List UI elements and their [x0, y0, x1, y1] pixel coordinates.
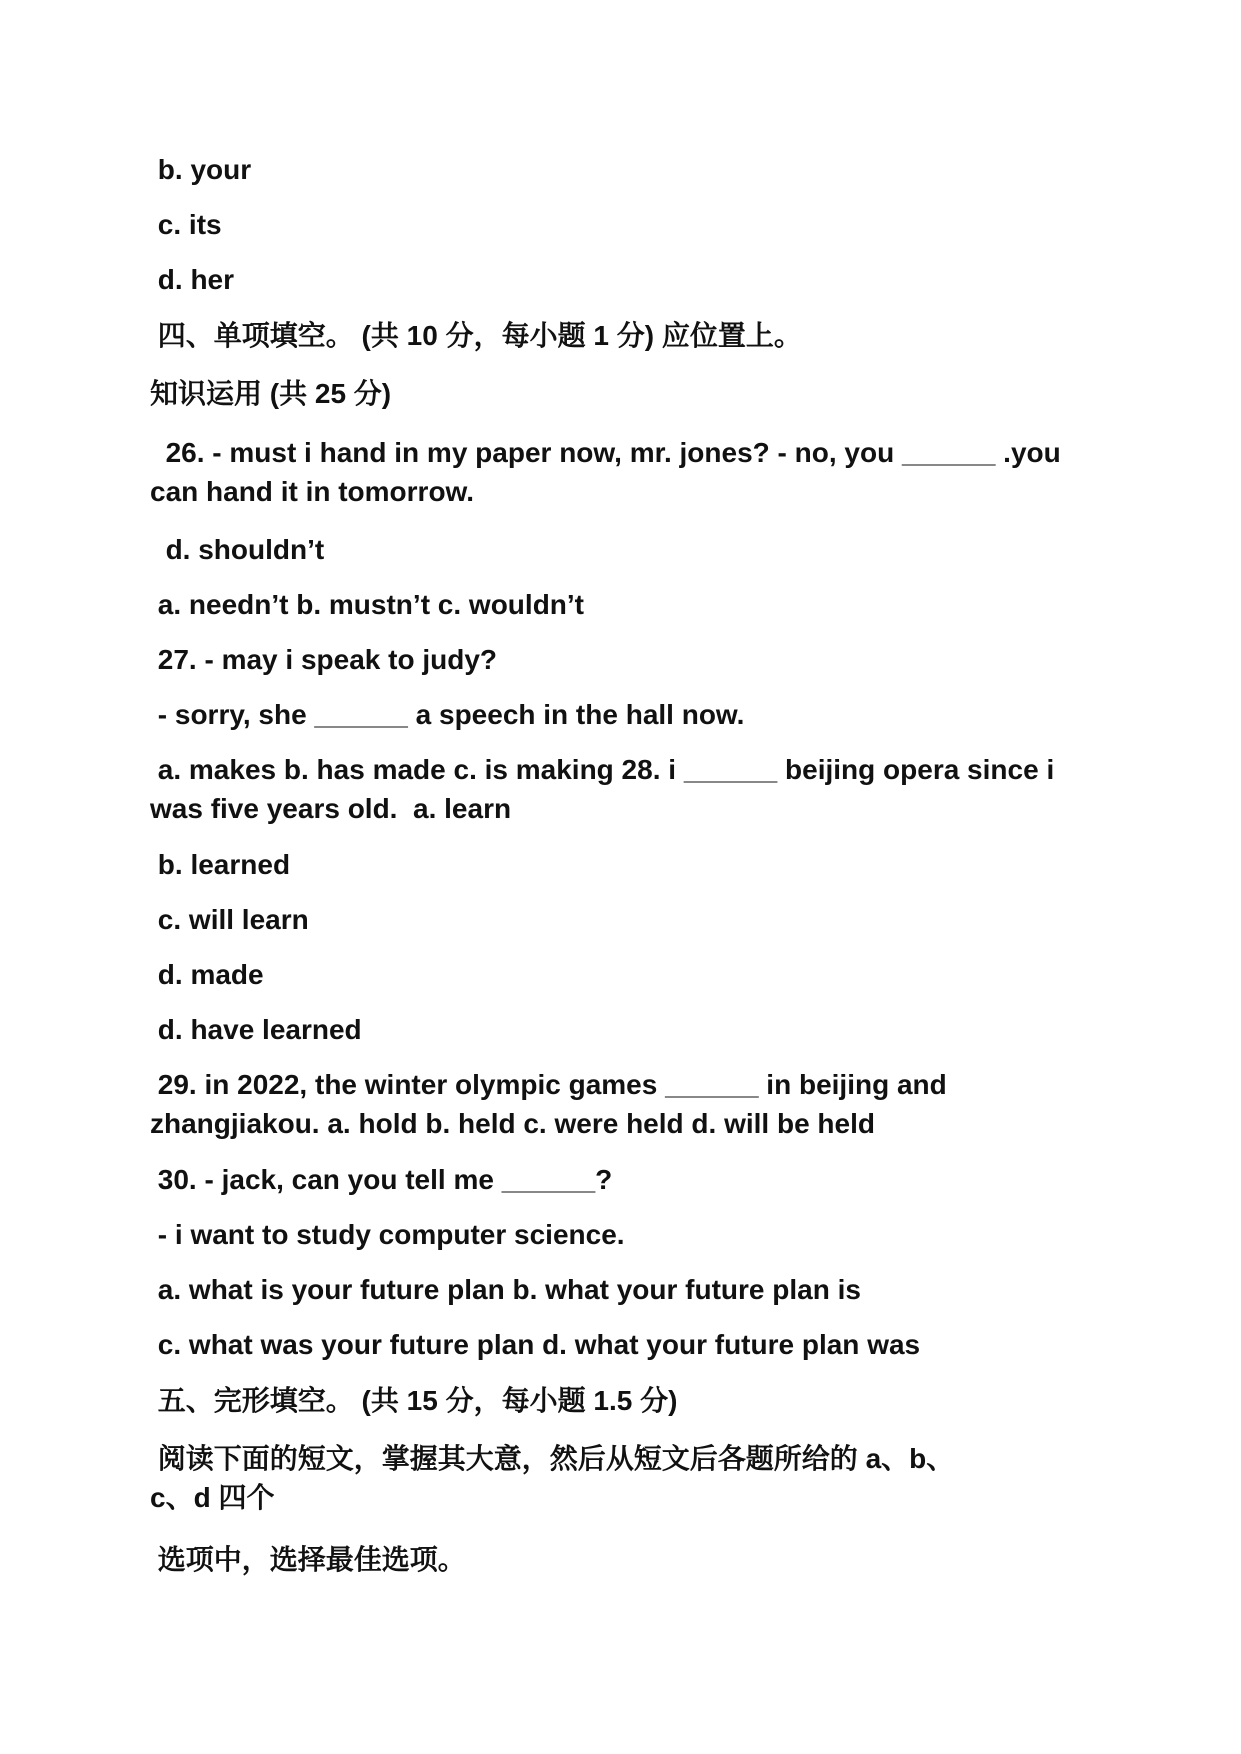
question-28-option-b: b. learned: [150, 849, 291, 880]
question-27-response: - sorry, she ______ a speech in the hall now.: [150, 699, 745, 730]
question-26-option-d: d. shouldn’t: [150, 534, 325, 565]
question-29: 29. in 2022, the winter olympic games ______ in beijing and zhangjiakou. a. hold b. held c. were held d. will be held: [150, 1069, 955, 1139]
question-28-option-d-learned: d. have learned: [150, 1014, 362, 1045]
question-30-response: - i want to study computer science.: [150, 1219, 625, 1250]
question-27-options-and-question-28: a. makes b. has made c. is making 28. i ______ beijing opera since i was five years old. a. learn: [150, 754, 1062, 824]
question-28-option-d-made: d. made: [150, 959, 264, 990]
question-26-options-abc: a. needn’t b. mustn’t c. wouldn’t: [150, 589, 585, 620]
section-four-heading: 四、单项填空。 (共 10 分，每小题 1 分) 应位置上。: [150, 320, 802, 351]
question-30: 30. - jack, can you tell me ______?: [150, 1164, 613, 1195]
option-c: c. its: [150, 209, 222, 240]
option-d: d. her: [150, 264, 235, 295]
question-28-option-c: c. will learn: [150, 904, 309, 935]
question-30-options-ab: a. what is your future plan b. what your future plan is: [150, 1274, 861, 1305]
option-b: b. your: [150, 154, 252, 185]
question-27: 27. - may i speak to judy?: [150, 644, 498, 675]
knowledge-application-heading: 知识运用 (共 25 分): [150, 378, 392, 409]
question-26: 26. - must i hand in my paper now, mr. jones? - no, you ______ .you can hand it in tomorrow.: [150, 437, 1069, 507]
section-five-instructions: 阅读下面的短文，掌握其大意，然后从短文后各题所给的 a、b、c、d 四个: [150, 1443, 955, 1513]
question-30-options-cd: c. what was your future plan d. what your future plan was: [150, 1329, 921, 1360]
section-five-instructions-end: 选项中，选择最佳选项。: [150, 1544, 466, 1575]
section-five-heading: 五、完形填空。 (共 15 分，每小题 1.5 分): [150, 1385, 678, 1416]
